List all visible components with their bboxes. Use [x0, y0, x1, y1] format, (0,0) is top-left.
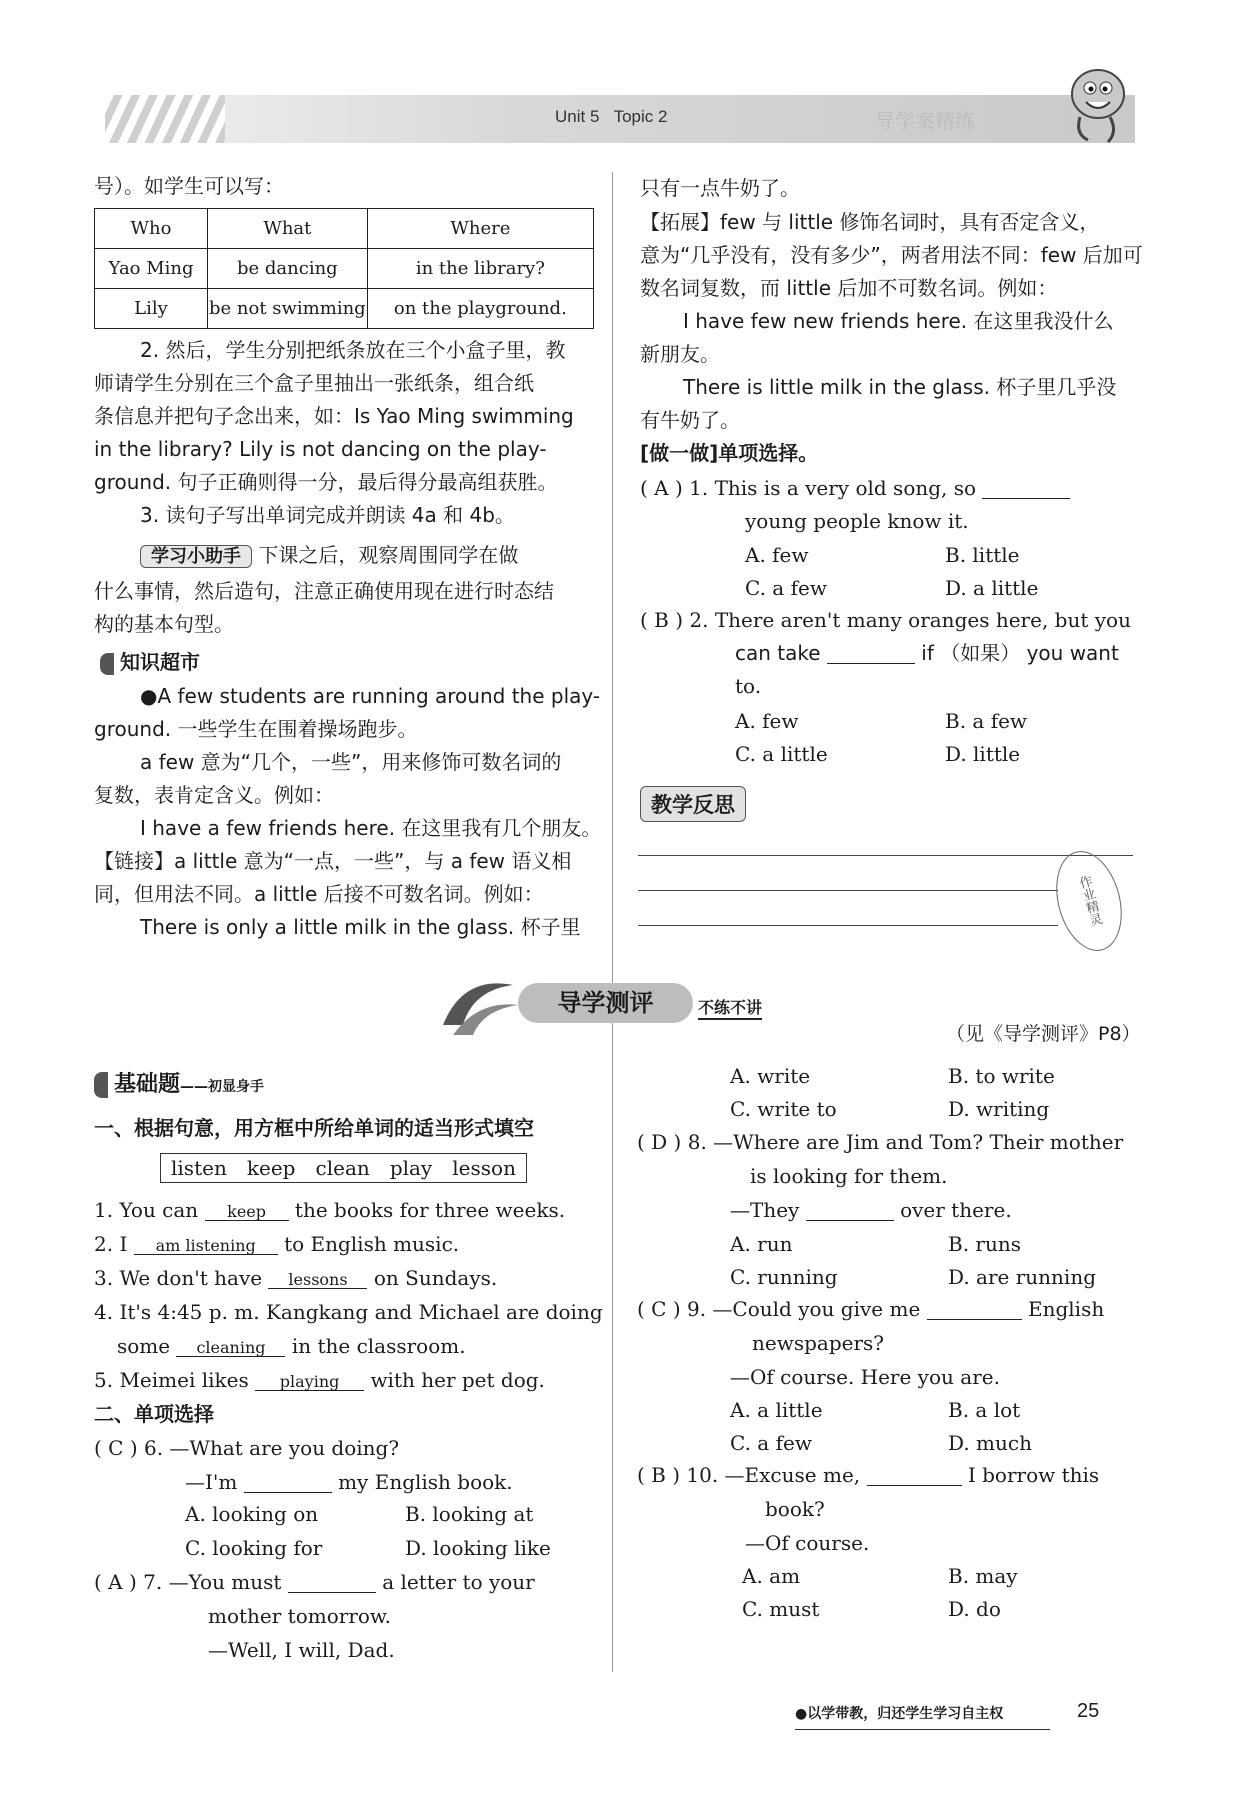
reflection-line: [638, 855, 1133, 856]
answer-mark: ( C ): [94, 1436, 138, 1460]
knowledge-tab-icon: [100, 653, 114, 675]
question-text: 1. This is a very old song, so: [689, 476, 977, 500]
table-cell: What: [208, 209, 368, 249]
banner-title: 导学测评: [518, 983, 693, 1023]
right-line: There is little milk in the glass. 杯子里几乎没: [683, 375, 1117, 399]
knowledge-line: There is only a little milk in the glass. 杯子里: [140, 915, 581, 939]
step2-line: 师请学生分别在三个盒子里抽出一张纸条，组合纸: [94, 371, 534, 395]
q9-stem: ( C ) 9. —Could you give me English: [637, 1297, 1105, 1321]
word-box: [160, 1153, 527, 1183]
table-row: [95, 249, 594, 289]
fill-item: 5. Meimei likes playing with her pet dog.: [94, 1368, 545, 1392]
q2-option-b: B. a few: [945, 709, 1028, 733]
q8-option-b: B. runs: [948, 1232, 1021, 1256]
table-cell: be dancing: [208, 249, 368, 289]
word-item: listen: [171, 1156, 227, 1180]
blank-line: [288, 1572, 376, 1593]
answer-blank: cleaning: [176, 1340, 285, 1357]
q6-stem: ( C ) 6. —What are you doing?: [94, 1436, 400, 1460]
q8-line: is looking for them.: [750, 1164, 948, 1188]
reflection-line: [638, 890, 1058, 891]
q6-line: —I'm my English book.: [185, 1470, 513, 1494]
right-line: 意为“几乎没有，没有多少”，两者用法不同：few 后加可: [640, 243, 1143, 267]
answer-blank: keep: [205, 1204, 289, 1221]
step2-line: ground. 句子正确则得一分，最后得分最高组获胜。: [94, 470, 558, 494]
blank-line: [927, 1299, 1022, 1320]
right-line: 【拓展】few 与 little 修饰名词时，具有否定含义，: [640, 210, 1100, 234]
q9-option-c: C. a few: [730, 1431, 812, 1455]
stamp-icon: [1046, 844, 1132, 959]
q10-line: —Of course.: [745, 1531, 870, 1555]
q7-option-c: C. write to: [730, 1097, 837, 1121]
blank-line: [827, 643, 915, 664]
answer-mark: ( C ): [637, 1297, 681, 1321]
q6-option-a: A. looking on: [185, 1502, 319, 1526]
helper-line: 构的基本句型。: [94, 612, 234, 636]
blank-line: [806, 1200, 894, 1221]
q1-option-c: C. a few: [745, 576, 827, 600]
fill-item: 4. It's 4:45 p. m. Kangkang and Michael are doing: [94, 1300, 603, 1324]
basic-label: 基础题——初显身手: [94, 1067, 264, 1098]
q2-option-a: A. few: [735, 709, 799, 733]
q9-line: newspapers?: [752, 1331, 885, 1355]
q7-option-d: D. writing: [948, 1097, 1050, 1121]
table-cell: Lily: [95, 289, 208, 329]
q7-option-a: A. write: [730, 1064, 811, 1088]
helper-line: 什么事情，然后造句，注意正确使用现在进行时态结: [94, 579, 554, 603]
q9-line: —Of course. Here you are.: [730, 1365, 1000, 1389]
table-cell: be not swimming: [208, 289, 368, 329]
knowledge-line: 复数，表肯定含义。例如：: [94, 783, 334, 807]
q2-text: to.: [735, 674, 762, 698]
table-cell: in the library?: [367, 249, 593, 289]
right-line: 新朋友。: [640, 342, 720, 366]
q7-stem: ( A ) 7. —You must a letter to your: [94, 1570, 535, 1594]
q1-stem: [640, 472, 1070, 505]
banner-tag: 不练不讲: [698, 995, 762, 1020]
answer-blank: lessons: [268, 1272, 367, 1289]
header-ghost-text: 导学案精练: [875, 109, 975, 133]
part1-title: 一、根据句意，用方框中所给单词的适当形式填空: [94, 1116, 534, 1140]
blank-line: [982, 478, 1070, 499]
q2-stem: [640, 604, 1131, 637]
q8-line: —They over there.: [730, 1198, 1012, 1222]
helper-label: 学习小助手: [140, 545, 252, 568]
word-item: lesson: [452, 1156, 516, 1180]
answer-mark: ( B ): [637, 1463, 681, 1487]
q1-option-b: B. little: [945, 543, 1020, 567]
q10-option-b: B. may: [948, 1564, 1018, 1588]
helper-block: [140, 539, 518, 573]
q8-stem: ( D ) 8. —Where are Jim and Tom? Their mother: [637, 1130, 1124, 1154]
word-item: keep: [246, 1156, 296, 1180]
knowledge-line: ●A few students are running around the play-: [140, 684, 601, 708]
section-banner: [433, 965, 803, 1045]
mascot-icon: [1060, 62, 1130, 147]
banner-reference: （见《导学测评》P8）: [946, 1023, 1141, 1045]
word-item: clean: [315, 1156, 370, 1180]
question-text: 2. There aren't many oranges here, but you: [689, 608, 1131, 632]
q2-option-d: D. little: [945, 742, 1021, 766]
practice-title: [做一做]单项选择。: [640, 441, 819, 465]
page-number: 25: [1077, 1700, 1100, 1722]
q7-option-b: B. to write: [948, 1064, 1055, 1088]
blank-line: [244, 1472, 332, 1493]
step2-line: 条信息并把句子念出来，如：Is Yao Ming swimming: [94, 404, 574, 428]
table-cell: Yao Ming: [95, 249, 208, 289]
right-line: 数名词复数，而 little 后加不可数名词。例如：: [640, 276, 1058, 300]
page-header: [105, 95, 1135, 143]
reflection-label: 教学反思: [640, 786, 746, 822]
footer-motto: ●以学带教，归还学生学习自主权: [795, 1703, 1050, 1730]
q9-option-b: B. a lot: [948, 1398, 1021, 1422]
step2-line: in the library? Lily is not dancing on the play-: [94, 437, 547, 461]
answer-blank: am listening: [134, 1238, 278, 1255]
header-stripes: [105, 95, 225, 143]
table-cell: Where: [367, 209, 593, 249]
q10-option-c: C. must: [742, 1597, 820, 1621]
table-row: [95, 209, 594, 249]
knowledge-line: 【链接】a little 意为“一点，一些”，与 a few 语义相: [94, 849, 572, 873]
q8-option-c: C. running: [730, 1265, 838, 1289]
column-divider: [612, 172, 613, 1672]
stamp-text: 作业精灵: [1075, 873, 1103, 929]
q10-stem: ( B ) 10. —Excuse me, I borrow this: [637, 1463, 1100, 1487]
word-item: play: [389, 1156, 433, 1180]
knowledge-line: ground. 一些学生在围着操场跑步。: [94, 717, 418, 741]
q2-text: can take if （如果） you want: [735, 641, 1119, 665]
header-title: Unit 5 Topic 2: [555, 107, 668, 126]
knowledge-label: 知识超市: [100, 646, 200, 679]
q1-option-a: A. few: [745, 543, 809, 567]
q1-text: young people know it.: [745, 509, 969, 533]
part2-title: 二、单项选择: [94, 1402, 214, 1426]
basic-tab-icon: [94, 1072, 108, 1098]
q8-option-d: D. are running: [948, 1265, 1096, 1289]
answer-mark: ( D ): [637, 1130, 682, 1154]
reflection-line: [638, 925, 1058, 926]
answer-blank: playing: [255, 1374, 364, 1391]
q6-option-d: D. looking like: [405, 1536, 551, 1560]
q1-option-d: D. a little: [945, 576, 1039, 600]
fill-item: 3. We don't have lessons on Sundays.: [94, 1266, 498, 1290]
fill-item: some cleaning in the classroom.: [117, 1334, 466, 1358]
right-line: I have few new friends here. 在这里我没什么: [683, 309, 1114, 333]
intro-line: 号）。如学生可以写：: [94, 174, 284, 198]
q10-line: book?: [765, 1497, 825, 1521]
knowledge-line: 同，但用法不同。a little 后接不可数名词。例如：: [94, 882, 544, 906]
swoosh-icon: [433, 965, 523, 1045]
q9-option-d: D. much: [948, 1431, 1032, 1455]
step2-line: 2. 然后，学生分别把纸条放在三个小盒子里，教: [140, 338, 566, 362]
knowledge-line: I have a few friends here. 在这里我有几个朋友。: [140, 816, 602, 840]
q6-option-b: B. looking at: [405, 1502, 534, 1526]
q2-option-c: C. a little: [735, 742, 828, 766]
right-line: 只有一点牛奶了。: [640, 176, 800, 200]
answer-mark: ( B ): [640, 608, 684, 632]
q9-option-a: A. a little: [730, 1398, 823, 1422]
q10-option-a: A. am: [742, 1564, 801, 1588]
fill-item: 2. I am listening to English music.: [94, 1232, 460, 1256]
q7-line: —Well, I will, Dad.: [208, 1638, 395, 1662]
answer-mark: ( A ): [94, 1570, 137, 1594]
fill-item: 1. You can keep the books for three weeks.: [94, 1198, 566, 1222]
q6-option-c: C. looking for: [185, 1536, 323, 1560]
q10-option-d: D. do: [948, 1597, 1001, 1621]
knowledge-line: a few 意为“几个，一些”，用来修饰可数名词的: [140, 750, 562, 774]
who-what-where-table: [94, 208, 594, 329]
blank-line: [867, 1465, 962, 1486]
right-line: 有牛奶了。: [640, 408, 740, 432]
answer-mark: ( A ): [640, 476, 683, 500]
q8-option-a: A. run: [730, 1232, 793, 1256]
helper-line: 下课之后，观察周围同学在做: [258, 543, 519, 567]
table-row: [95, 289, 594, 329]
table-cell: Who: [95, 209, 208, 249]
step3-line: 3. 读句子写出单词完成并朗读 4a 和 4b。: [140, 503, 515, 527]
table-cell: on the playground.: [367, 289, 593, 329]
q7-line: mother tomorrow.: [208, 1604, 392, 1628]
